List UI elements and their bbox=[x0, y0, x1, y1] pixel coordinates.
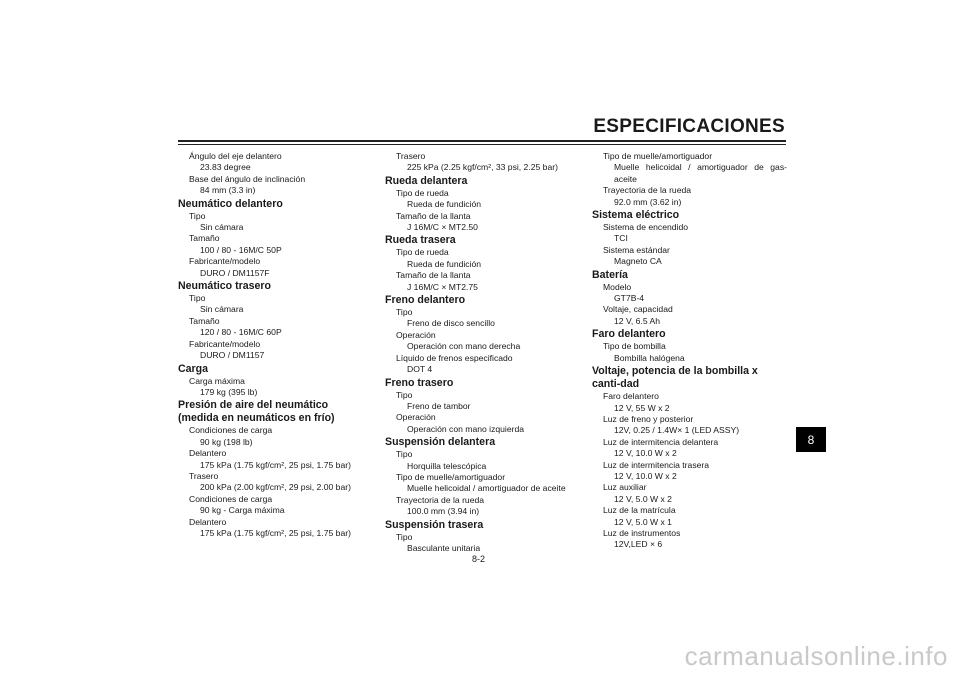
page-number: 8-2 bbox=[472, 554, 486, 564]
spec-label: Fabricante/modelo bbox=[189, 256, 261, 267]
spec-value: J 16M/C × MT2.75 bbox=[407, 281, 478, 292]
spec-label: Base del ángulo de inclinación bbox=[189, 173, 306, 184]
spec-value: 12V, 0.25 / 1.4W× 1 (LED ASSY) bbox=[614, 425, 740, 436]
spec-label: Tamaño bbox=[189, 315, 220, 326]
spec-value: 12 V, 5.0 W x 2 bbox=[614, 493, 672, 504]
section-heading: Faro delantero bbox=[592, 328, 666, 341]
spec-column-2 bbox=[385, 151, 580, 554]
spec-label: Carga máxima bbox=[189, 375, 245, 386]
spec-label: Luz de la matrícula bbox=[603, 505, 676, 516]
spec-label: Trasero bbox=[189, 470, 219, 481]
spec-label: Trayectoria de la rueda bbox=[396, 494, 485, 505]
section-heading: Freno delantero bbox=[385, 294, 466, 307]
page-title: ESPECIFICACIONES bbox=[593, 116, 785, 137]
spec-value: DOT 4 bbox=[407, 364, 433, 375]
section-heading: Voltaje, potencia de la bombilla x canti-dad bbox=[592, 365, 758, 391]
spec-label: Ángulo del eje delantero bbox=[189, 151, 282, 161]
section-heading: Neumático delantero bbox=[178, 197, 283, 210]
spec-value: 100 / 80 - 16M/C 50P bbox=[200, 244, 282, 255]
spec-label: Tamaño de la llanta bbox=[396, 210, 471, 221]
spec-label: Fabricante/modelo bbox=[189, 338, 261, 349]
spec-value: Operación con mano derecha bbox=[407, 341, 521, 352]
spec-label: Delantero bbox=[189, 516, 227, 527]
spec-value: 12 V, 6.5 Ah bbox=[614, 315, 661, 326]
spec-column-1 bbox=[178, 151, 368, 539]
section-heading: Neumático trasero bbox=[178, 280, 272, 293]
spec-label: Tipo de bombilla bbox=[603, 341, 666, 352]
spec-label: Tipo bbox=[189, 293, 206, 304]
spec-label: Tipo de muelle/amortiguador bbox=[603, 151, 713, 161]
spec-value: 90 kg (198 lb) bbox=[200, 436, 253, 447]
spec-value: 175 kPa (1.75 kgf/cm², 25 psi, 1.75 bar) bbox=[200, 459, 351, 470]
spec-label: Voltaje, capacidad bbox=[603, 304, 673, 315]
spec-label: Trayectoria de la rueda bbox=[603, 185, 692, 196]
spec-label: Sistema estándar bbox=[603, 244, 670, 255]
spec-value: 23.83 degree bbox=[200, 162, 251, 173]
spec-value: Freno de tambor bbox=[407, 400, 471, 411]
spec-label: Modelo bbox=[603, 281, 632, 292]
spec-value: J 16M/C × MT2.50 bbox=[407, 222, 478, 233]
spec-label: Tipo bbox=[396, 307, 413, 318]
spec-value: 92.0 mm (3.62 in) bbox=[614, 196, 682, 207]
spec-label: Condiciones de carga bbox=[189, 493, 273, 504]
section-heading: Batería bbox=[592, 268, 628, 281]
spec-value: DURO / DM1157F bbox=[200, 267, 270, 278]
spec-value: Muelle helicoidal / amortiguador de gas-aceite bbox=[614, 162, 787, 184]
spec-value: 225 kPa (2.25 kgf/cm², 33 psi, 2.25 bar) bbox=[407, 162, 558, 173]
spec-value: Magneto CA bbox=[614, 256, 662, 267]
spec-value: Rueda de fundición bbox=[407, 199, 482, 210]
spec-label: Tipo de rueda bbox=[396, 247, 449, 258]
section-heading: Rueda trasera bbox=[385, 234, 456, 247]
spec-value: Operación con mano izquierda bbox=[407, 423, 525, 434]
section-heading: Sistema eléctrico bbox=[592, 209, 680, 222]
spec-value: Basculante unitaria bbox=[407, 542, 481, 553]
spec-label: Tipo bbox=[396, 389, 413, 400]
spec-label: Tipo de rueda bbox=[396, 187, 449, 198]
section-heading: Carga bbox=[178, 362, 209, 375]
spec-value: Bombilla halógena bbox=[614, 352, 685, 363]
spec-label: Tamaño bbox=[189, 233, 220, 244]
section-heading: Rueda delantera bbox=[385, 174, 468, 187]
spec-label: Luz de freno y posterior bbox=[603, 413, 694, 424]
spec-label: Tipo bbox=[396, 449, 413, 460]
spec-value: DURO / DM1157 bbox=[200, 350, 265, 361]
spec-label: Luz de instrumentos bbox=[603, 527, 681, 538]
section-heading: Suspensión trasera bbox=[385, 518, 484, 531]
spec-label: Tipo de muelle/amortiguador bbox=[396, 471, 506, 482]
spec-value: 12 V, 5.0 W x 1 bbox=[614, 516, 672, 527]
spec-value: GT7B-4 bbox=[614, 293, 645, 304]
spec-value: 90 kg - Carga máxima bbox=[200, 505, 285, 516]
spec-value: 12 V, 10.0 W x 2 bbox=[614, 470, 677, 481]
spec-label: Operación bbox=[396, 329, 436, 340]
spec-value: Freno de disco sencillo bbox=[407, 318, 495, 329]
spec-value: 175 kPa (1.75 kgf/cm², 25 psi, 1.75 bar) bbox=[200, 527, 351, 538]
spec-value: TCI bbox=[614, 233, 628, 244]
section-heading: Presión de aire del neumático (medida en neumáticos en frío) bbox=[178, 399, 335, 425]
spec-value: Muelle helicoidal / amortiguador de aceite bbox=[407, 483, 566, 494]
spec-label: Tipo bbox=[396, 531, 413, 542]
spec-value: Sin cámara bbox=[200, 222, 244, 233]
spec-label: Luz de intermitencia trasera bbox=[603, 459, 710, 470]
spec-value: 179 kg (395 lb) bbox=[200, 386, 258, 397]
spec-label: Luz de intermitencia delantera bbox=[603, 436, 719, 447]
spec-label: Trasero bbox=[396, 151, 426, 161]
spec-label: Sistema de encendido bbox=[603, 222, 689, 233]
spec-label: Delantero bbox=[189, 448, 227, 459]
spec-label: Tipo bbox=[189, 210, 206, 221]
watermark: carmanualsonline.info bbox=[684, 641, 948, 671]
chapter-tab[interactable]: 8 bbox=[796, 427, 826, 452]
spec-value: Sin cámara bbox=[200, 304, 244, 315]
spec-column-3 bbox=[592, 151, 787, 551]
spec-label: Condiciones de carga bbox=[189, 425, 273, 436]
section-heading: Suspensión delantera bbox=[385, 436, 496, 449]
spec-label: Tamaño de la llanta bbox=[396, 270, 471, 281]
title-rule-thin bbox=[178, 144, 786, 145]
spec-value: 84 mm (3.3 in) bbox=[200, 185, 256, 196]
spec-value: 12 V, 10.0 W x 2 bbox=[614, 448, 677, 459]
title-rule-thick bbox=[178, 140, 786, 142]
spec-value: 200 kPa (2.00 kgf/cm², 29 psi, 2.00 bar) bbox=[200, 482, 351, 493]
section-heading: Freno trasero bbox=[385, 376, 454, 389]
spec-value: Rueda de fundición bbox=[407, 258, 482, 269]
spec-value: Horquilla telescópica bbox=[407, 460, 487, 471]
spec-label: Luz auxiliar bbox=[603, 482, 647, 493]
spec-value: 12 V, 55 W x 2 bbox=[614, 402, 670, 413]
spec-value: 120 / 80 - 16M/C 60P bbox=[200, 327, 282, 338]
spec-value: 100.0 mm (3.94 in) bbox=[407, 506, 480, 517]
spec-label: Líquido de frenos especificado bbox=[396, 352, 513, 363]
spec-value: 12V,LED × 6 bbox=[614, 539, 663, 550]
spec-label: Operación bbox=[396, 412, 436, 423]
spec-label: Faro delantero bbox=[603, 391, 659, 402]
